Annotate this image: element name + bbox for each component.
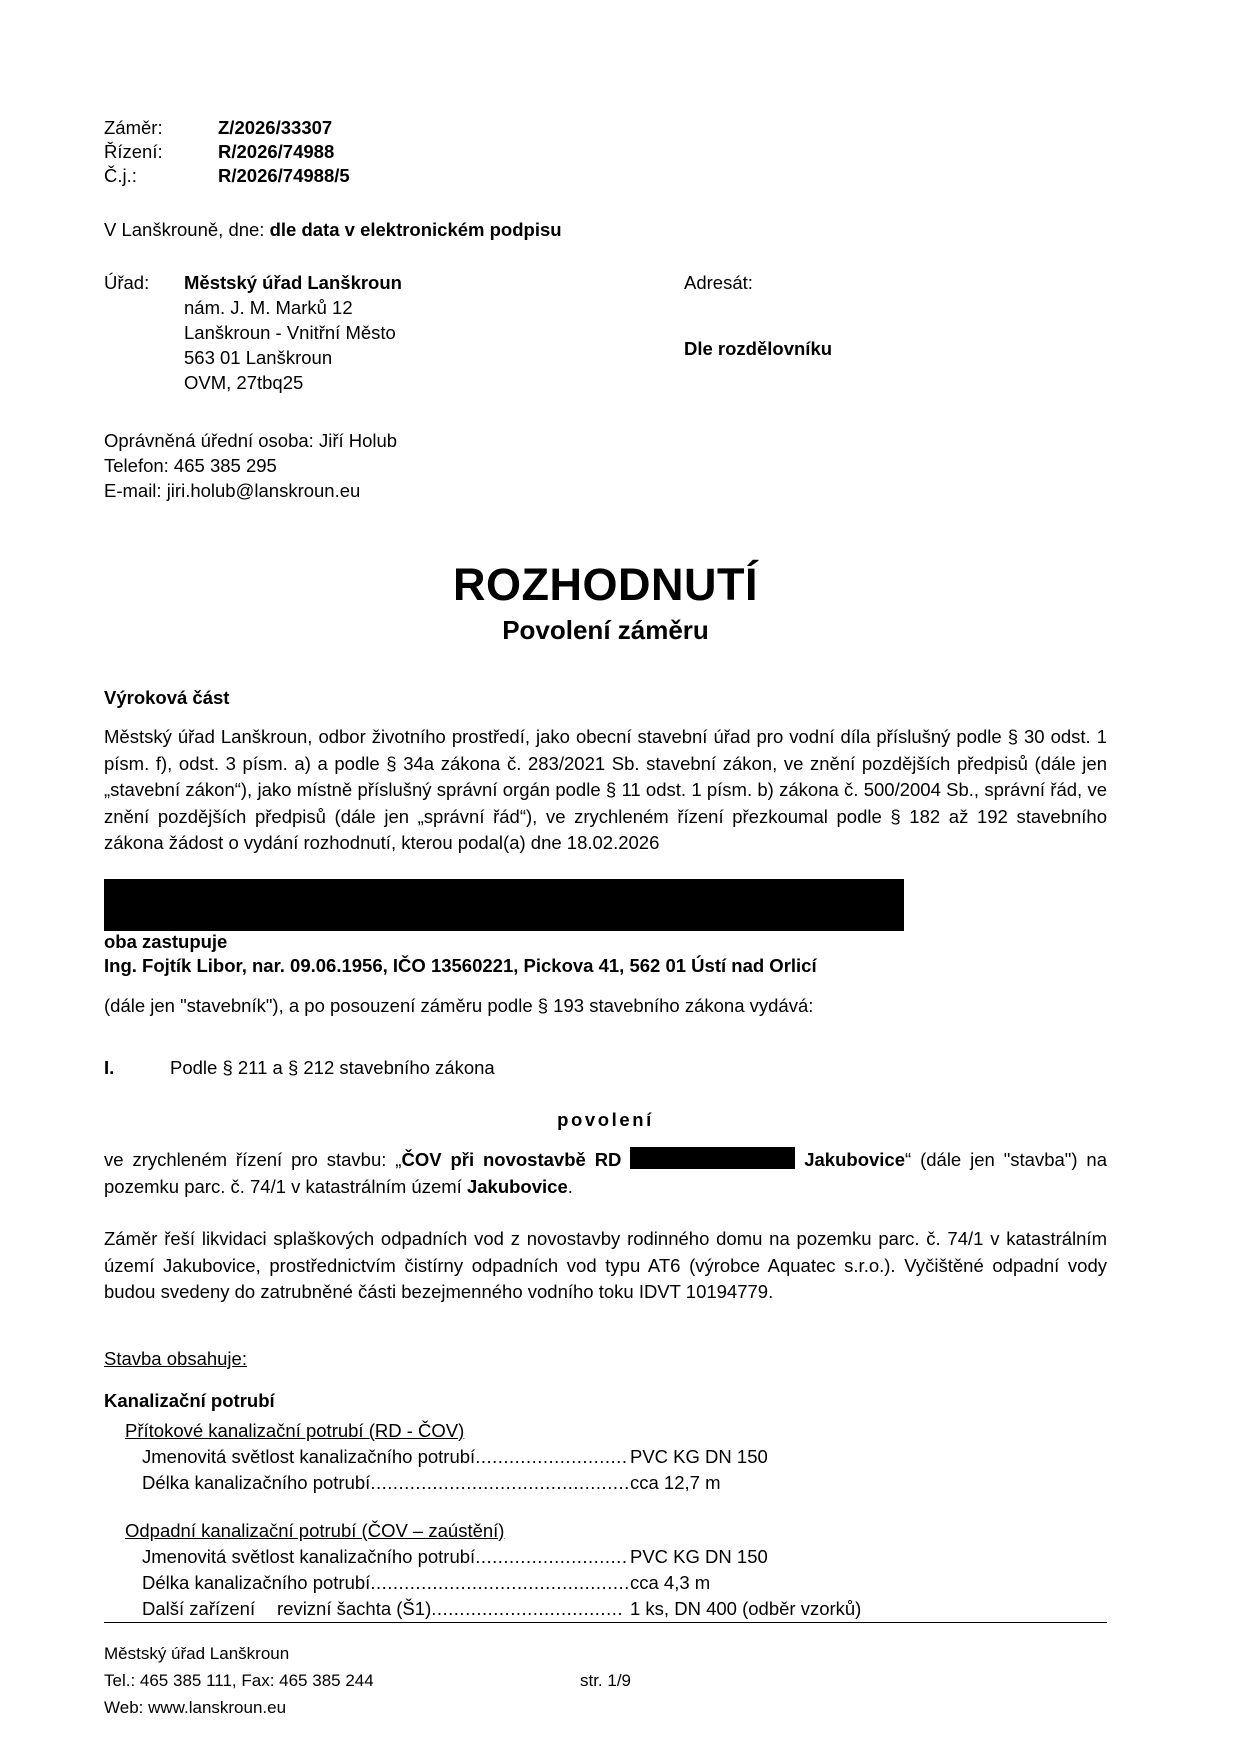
office-district: Lanškroun - Vnitřní Město [184,322,396,343]
page-footer [104,1640,1107,1721]
clause-number: I. [104,1057,115,1078]
footer-divider [104,1622,1107,1623]
spec-leader [142,1444,630,1470]
footer-office-name: Městský úřad Lanškroun [104,1644,290,1663]
spec-dots: .............................................. [370,1571,630,1593]
spec-label: Jmenovitá světlost kanalizačního potrubí [142,1545,476,1567]
office-name: Městský úřad Lanškroun [184,272,402,293]
reference-value-zamer: Z/2026/33307 [218,117,333,138]
representative-line: Ing. Fojtík Libor, nar. 09.06.1956, IČO 13560221, Pickova 41, 562 01 Ústí nad Orlicí [104,954,817,976]
project-description: Záměr řeší likvidaci splaškových odpadních vod z novostavby rodinného domu na pozemku parc. č. 74/1 v katastrálním území Jakubovice, prostřednictvím čistírny odpadních vod typu AT6 (výrobce Aquatec s.r.o.). Vyčištěné odpadní vody budou svedeny do zatrubněné části bezejmenného vodního toku IDVT 10194779. [104,1228,1107,1302]
contact-officer: Oprávněná úřední osoba: Jiří Holub [104,430,398,451]
page-title: ROZHODNUTÍ [453,559,758,610]
spec-label: Délka kanalizačního potrubí [142,1471,371,1493]
build-name-first: ČOV při novostavbě RD [401,1149,622,1170]
builder-note: (dále jen "stavebník"), a po posouzení záměru podle § 193 stavebního zákona vydává: [104,994,814,1016]
build-line-pre: ve zrychleném řízení pro stavbu: „ [104,1149,402,1170]
specs-title [104,1346,1107,1372]
spec-leader [142,1544,630,1570]
specs-section-outflow [104,1514,1107,1622]
reference-row-rizeni [104,140,1107,164]
contact-block [104,428,1107,503]
specs-section-inflow [104,1414,1107,1496]
spec-value: PVC KG DN 150 [630,1545,768,1567]
date-line-prefix: V Lanškrouně, dne: [104,219,265,240]
build-line-post: “ (dále jen "stavba") na pozemku parc. č. 74/1 v katastrálním území [104,1149,1107,1197]
redaction-suffix-label: oba zastupuje [104,930,228,952]
spec-row [142,1570,1107,1596]
contact-phone: Telefon: 465 385 295 [104,455,277,476]
contact-email: E-mail: jiri.holub@lanskroun.eu [104,480,361,501]
office-city: 563 01 Lanškroun [184,347,333,368]
spec-row [142,1544,1107,1570]
recipient-label: Adresát: [684,272,753,293]
reference-value-cj: R/2026/74988/5 [218,165,350,186]
recipient-block [684,270,1084,361]
reference-label-zamer: Záměr: [104,117,163,138]
footer-page-number: str. 1/9 [579,1671,632,1690]
specs-subtitle-inflow: Přítokové kanalizační potrubí (RD - ČOV) [125,1419,465,1441]
cadastre-name: Jakubovice [466,1175,568,1197]
document-content [104,0,1107,1622]
spec-dots: .................................. [431,1597,623,1619]
reference-value-rizeni: R/2026/74988 [218,141,335,162]
redaction-bar-applicant [104,879,904,931]
spec-leader [142,1596,630,1622]
footer-line-office [104,1640,1107,1667]
specs-title-text: Stavba obsahuje: [104,1347,247,1369]
reference-row-zamer [104,116,1107,140]
spec-value: cca 4,3 m [630,1571,711,1593]
reference-block [104,116,1107,188]
spec-label: Jmenovitá světlost kanalizačního potrubí [142,1445,476,1467]
spec-leader [142,1470,630,1496]
spec-label-secondary: revizní šachta (Š1) [277,1597,432,1619]
build-designation-paragraph [104,1147,1107,1200]
spec-leader [142,1570,630,1596]
build-name-second: Jakubovice [804,1149,906,1170]
footer-web: Web: www.lanskroun.eu [104,1698,287,1717]
office-label: Úřad: [104,272,150,293]
section-heading-verdict: Výroková část [104,687,230,708]
specs-spacer [104,1496,1107,1514]
spec-label: Další zařízení [142,1597,256,1619]
spec-value: PVC KG DN 150 [630,1445,768,1467]
spec-label: Délka kanalizačního potrubí [142,1571,371,1593]
specs-subtitle-outflow: Odpadní kanalizační potrubí (ČOV – zaústění) [125,1519,505,1541]
office-street: nám. J. M. Marků 12 [184,297,353,318]
specs-group-heading: Kanalizační potrubí [104,1389,275,1411]
recipient-value: Dle rozdělovníku [684,338,833,359]
spec-dots: .............................................. [370,1471,630,1493]
footer-contact: Tel.: 465 385 111, Fax: 465 385 244 [104,1671,374,1690]
reference-row-cj [104,164,1107,188]
spec-value: 1 ks, DN 400 (odběr vzorků) [630,1597,862,1619]
office-recipient-block [104,270,1107,395]
spec-row [142,1596,1107,1622]
permit-word: povolení [557,1109,654,1130]
spec-value: cca 12,7 m [630,1471,721,1493]
reference-label-rizeni: Řízení: [104,141,163,162]
spec-dots: ........................... [475,1545,628,1567]
spec-row [142,1444,1107,1470]
office-code: OVM, 27tbq25 [184,372,304,393]
verdict-paragraph: Městský úřad Lanškroun, odbor životního prostředí, jako obecní stavební úřad pro vodní díla příslušný podle § 30 odst. 1 písm. f), odst. 3 písm. a) a podle § 34a zákona č. 283/2021 Sb. stavební zákon, ve znění pozdějších předpisů (dále jen „stavební zákon“), jako místně příslušný správní orgán podle § 11 odst. 1 písm. b) zákona č. 500/2004 Sb., správní řád, ve znění pozdějších předpisů (dále jen „správní řád“), ve zrychleném řízení přezkoumal podle § 182 až 192 stavebního zákona žádost o vydání rozhodnutí, kterou podal(a) dne 18.02.2026 [104,726,1107,853]
specs-rows-outflow [142,1544,1107,1622]
specs-rows-inflow [142,1444,1107,1496]
build-line-end: . [567,1175,573,1197]
clause-one [104,1055,1107,1081]
reference-label-cj: Č.j.: [104,165,137,186]
page-subtitle: Povolení záměru [502,615,709,645]
date-line-value: dle data v elektronickém podpisu [269,219,562,240]
redaction-bar-build-name [630,1147,795,1169]
clause-text: Podle § 211 a § 212 stavebního zákona [170,1057,495,1078]
footer-line-web [104,1694,1107,1721]
footer-line-contact [104,1667,1107,1694]
spec-row [142,1470,1107,1496]
spec-dots: ........................... [475,1445,628,1467]
office-address [184,270,402,395]
date-line [104,218,1107,242]
